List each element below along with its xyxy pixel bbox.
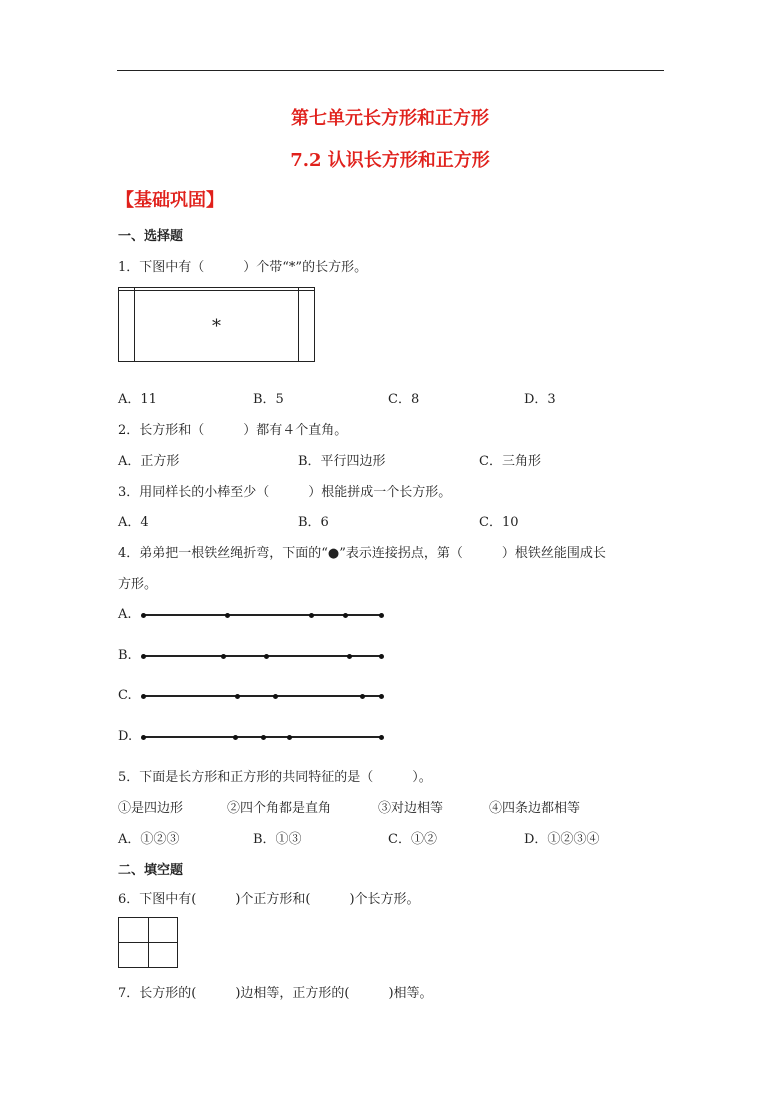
grid-cell bbox=[119, 943, 149, 968]
bend-point-dot bbox=[379, 613, 384, 618]
q4-option-label[interactable]: A. bbox=[118, 607, 132, 622]
grid-cell bbox=[148, 943, 178, 968]
bend-point-dot bbox=[347, 654, 352, 659]
q5-feature-2: ②四个角都是直角 bbox=[227, 801, 332, 816]
question-4-text-line2: 方形。 bbox=[118, 577, 158, 592]
wire-line bbox=[143, 695, 381, 697]
q4-option-label[interactable]: B. bbox=[118, 648, 132, 663]
bend-point-dot bbox=[221, 654, 226, 659]
q1-option-b[interactable]: B．5 bbox=[253, 392, 284, 407]
q2-option-c[interactable]: C．三角形 bbox=[479, 454, 541, 469]
bend-point-dot bbox=[261, 735, 266, 740]
question-4-text-line1: 4．弟弟把一根铁丝绳折弯，下面的“●”表示连接拐点，第（ ）根铁丝能围成长 bbox=[118, 546, 606, 561]
question-7-text: 7．长方形的( )边相等，正方形的( )相等。 bbox=[118, 986, 433, 1001]
q5-option-b[interactable]: B．①③ bbox=[253, 832, 302, 847]
page-subtitle: 7.2 认识长方形和正方形 bbox=[290, 150, 490, 171]
q1-option-d[interactable]: D．3 bbox=[524, 392, 556, 407]
question-1-text: 1．下图中有（ ）个带“*”的长方形。 bbox=[118, 260, 368, 275]
part1-heading: 一、选择题 bbox=[118, 229, 184, 244]
bend-point-dot bbox=[141, 654, 146, 659]
part2-heading: 二、填空题 bbox=[118, 863, 184, 878]
question-6-grid bbox=[118, 917, 178, 968]
q2-option-b[interactable]: B．平行四边形 bbox=[298, 454, 386, 469]
page-title: 第七单元长方形和正方形 bbox=[291, 108, 489, 129]
q1-option-c[interactable]: C．8 bbox=[388, 392, 420, 407]
q4-option-label[interactable]: C. bbox=[118, 688, 132, 703]
q5-option-d[interactable]: D．①②③④ bbox=[524, 832, 600, 847]
wire-line bbox=[143, 655, 381, 657]
q5-feature-4: ④四条边都相等 bbox=[489, 801, 581, 816]
q5-feature-3: ③对边相等 bbox=[378, 801, 444, 816]
grid-cell bbox=[298, 291, 314, 362]
q2-option-a[interactable]: A．正方形 bbox=[118, 454, 180, 469]
q3-option-b[interactable]: B．6 bbox=[298, 515, 329, 530]
bend-point-dot bbox=[379, 654, 384, 659]
bend-point-dot bbox=[379, 694, 384, 699]
question-5-text: 5．下面是长方形和正方形的共同特征的是（ ）。 bbox=[118, 770, 432, 785]
bend-point-dot bbox=[233, 735, 238, 740]
question-6-text: 6．下图中有( )个正方形和( )个长方形。 bbox=[118, 892, 420, 907]
bend-point-dot bbox=[141, 735, 146, 740]
q5-option-c[interactable]: C．①② bbox=[388, 832, 437, 847]
bend-point-dot bbox=[235, 694, 240, 699]
q4-option-label[interactable]: D. bbox=[118, 729, 133, 744]
bend-point-dot bbox=[379, 735, 384, 740]
q5-feature-1: ①是四边形 bbox=[118, 801, 184, 816]
q3-option-c[interactable]: C．10 bbox=[479, 515, 519, 530]
question-1-grid bbox=[118, 287, 315, 362]
bend-point-dot bbox=[343, 613, 348, 618]
bend-point-dot bbox=[287, 735, 292, 740]
question-2-text: 2．长方形和（ ）都有４个直角。 bbox=[118, 423, 348, 438]
grid-cell bbox=[119, 918, 149, 943]
section-label: 【基础巩固】 bbox=[116, 190, 224, 211]
header-rule bbox=[117, 70, 664, 71]
q1-option-a[interactable]: A．11 bbox=[118, 392, 157, 407]
q3-option-a[interactable]: A．4 bbox=[118, 515, 149, 530]
bend-point-dot bbox=[141, 694, 146, 699]
grid-cell bbox=[119, 291, 135, 362]
bend-point-dot bbox=[141, 613, 146, 618]
q5-option-a[interactable]: A．①②③ bbox=[118, 832, 180, 847]
grid-cell bbox=[148, 918, 178, 943]
bend-point-dot bbox=[273, 694, 278, 699]
question-3-text: 3．用同样长的小棒至少（ ）根能拼成一个长方形。 bbox=[118, 485, 452, 500]
bend-point-dot bbox=[225, 613, 230, 618]
grid-cell-star bbox=[135, 291, 298, 362]
bend-point-dot bbox=[360, 694, 365, 699]
star-mark: * bbox=[211, 315, 221, 337]
bend-point-dot bbox=[264, 654, 269, 659]
